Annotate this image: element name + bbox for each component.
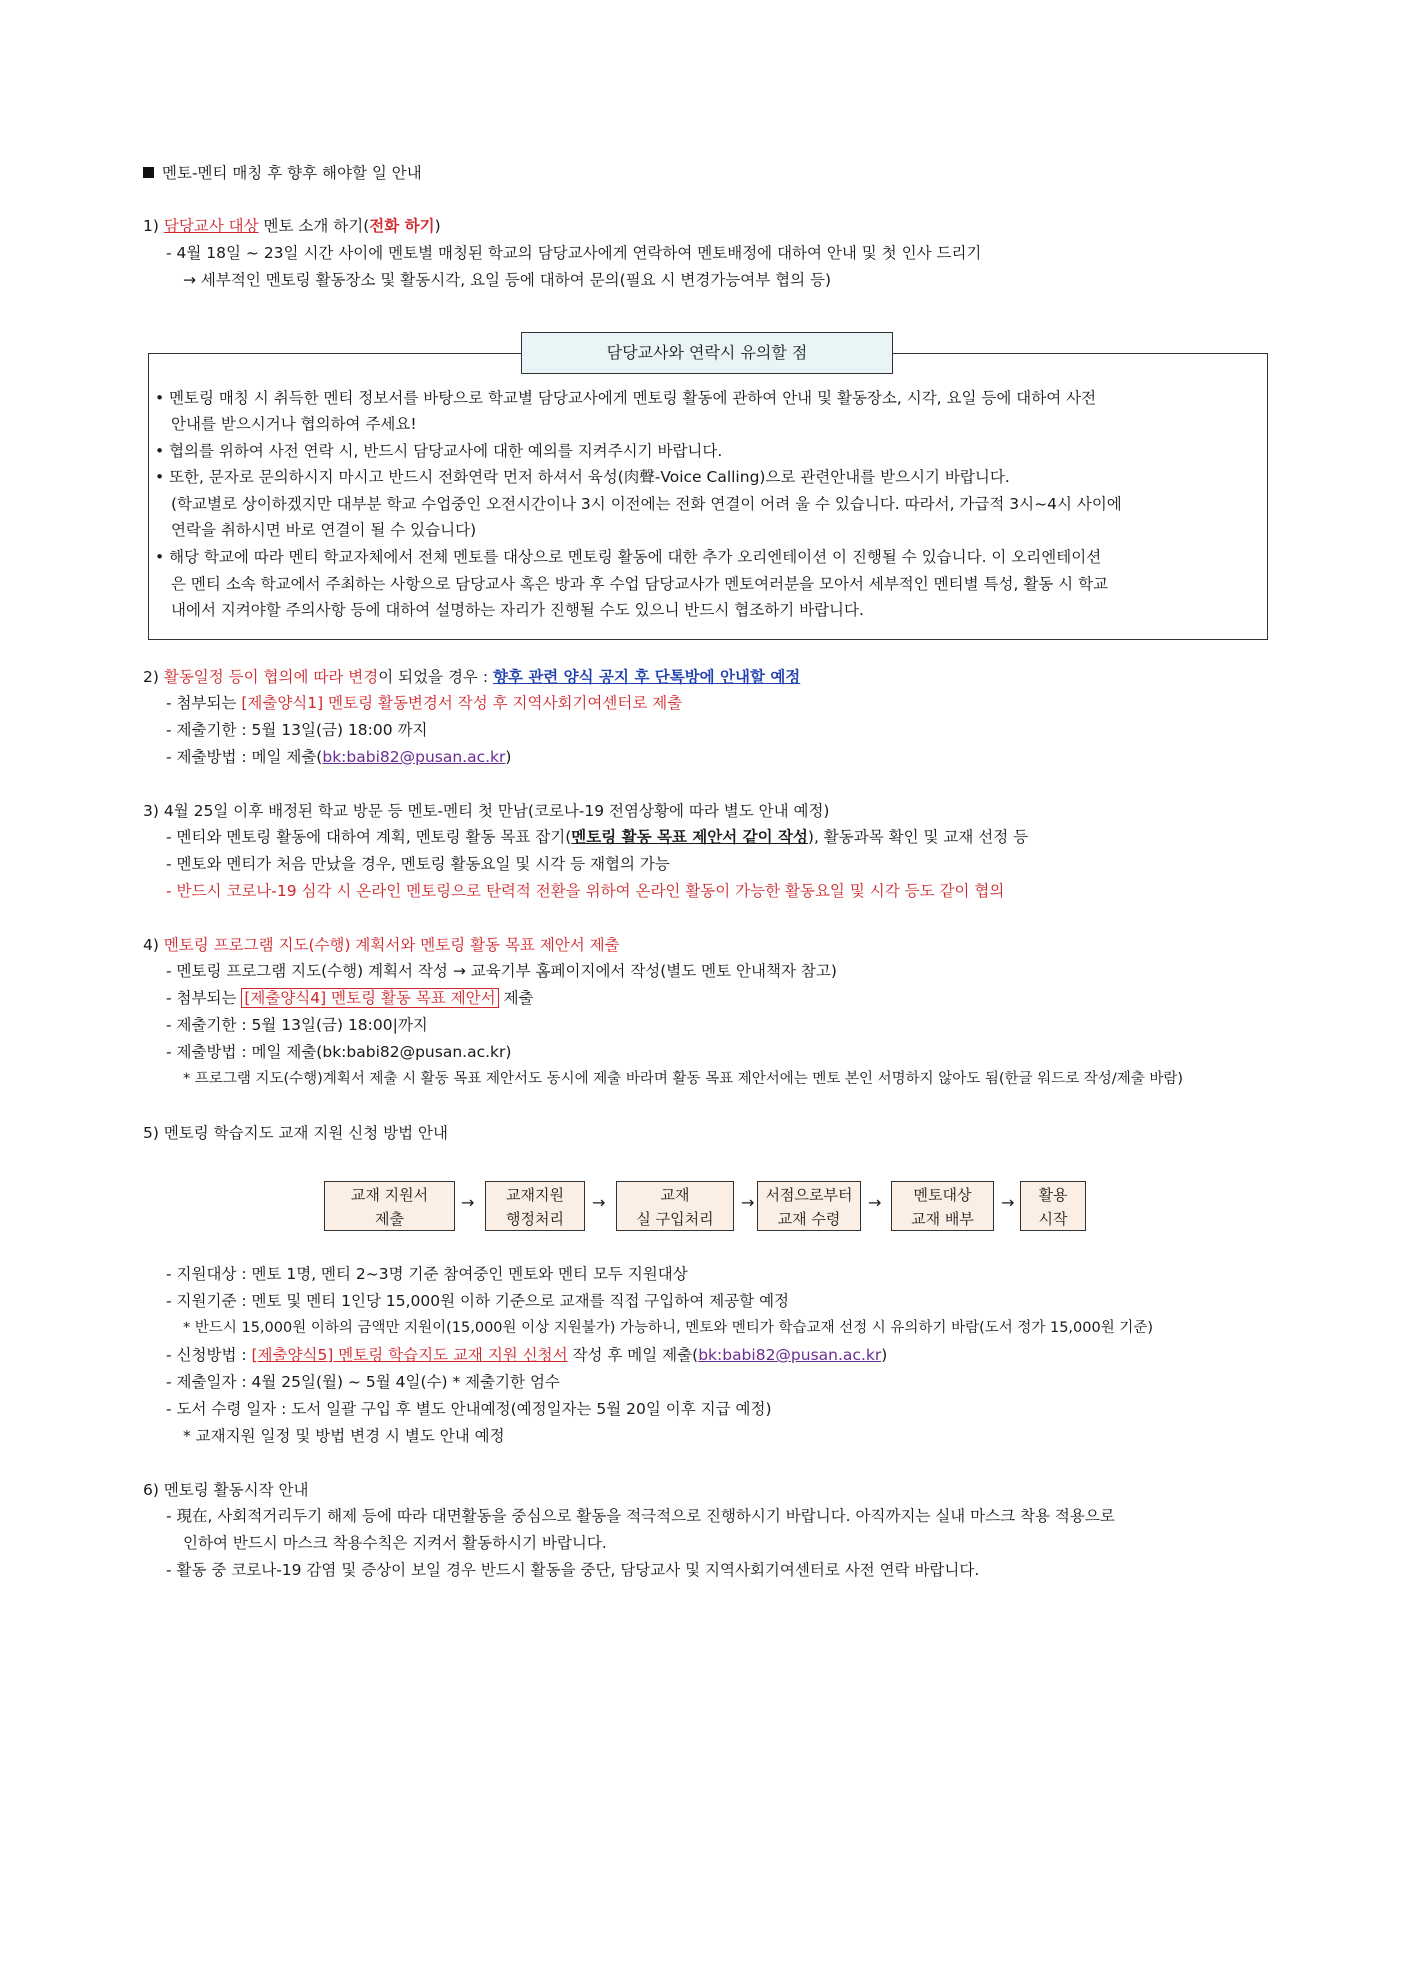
email-link[interactable]: bk:babi82@pusan.ac.kr: [698, 1346, 882, 1364]
s4-bullet-4: - 제출방법 : 메일 제출(bk:babi82@pusan.ac.kr): [166, 1043, 512, 1061]
s6-bullet-2: - 활동 중 코로나-19 감염 및 증상이 보일 경우 반드시 활동을 중단, 담당교사 및 지역사회기여센터로 사전 연락 바랍니다.: [166, 1561, 980, 1579]
s3-title: 3) 4월 25일 이후 배정된 학교 방문 등 멘토-멘티 첫 만남(코로나-19 전염상황에 따라 별도 안내 예정): [143, 802, 830, 820]
s1-bullet-2: → 세부적인 멘토링 활동장소 및 활동시각, 요일 등에 대하여 문의(필요 시 변경가능여부 협의 등): [183, 271, 832, 289]
s4-note: * 프로그램 지도(수행)계획서 제출 시 활동 목표 제안서도 동시에 제출 바라며 활동 목표 제안서에는 멘토 본인 서명하지 않아도 됨(한글 워드로 작성/제출 바람): [183, 1071, 1183, 1087]
flow-step-3: 교재 실 구입처리: [616, 1181, 734, 1231]
flow-arrow-icon: →: [1001, 1193, 1015, 1212]
s2-title: 2) 활동일정 등이 협의에 따라 변경이 되었을 경우 : 향후 관련 양식 공지 후 단톡방에 안내할 예정: [143, 668, 801, 686]
notice-line: (학교별로 상이하겠지만 대부분 학교 수업중인 오전시간이나 3시 이전에는 전화 연결이 어려 울 수 있습니다. 따라서, 가급적 3시~4시 사이에: [171, 495, 1122, 513]
s1-bullet-1: - 4월 18일 ~ 23일 시간 사이에 멘토별 매칭된 학교의 담당교사에게 연락하여 멘토배정에 대하여 안내 및 첫 인사 드리기: [166, 244, 982, 262]
s5-bullet-4: - 제출일자 : 4월 25일(월) ~ 5월 4일(수) * 제출기한 엄수: [166, 1373, 560, 1391]
notice-line: 내에서 지켜야할 주의사항 등에 대하여 설명하는 자리가 진행될 수도 있으니 반드시 협조하기 바랍니다.: [171, 601, 864, 619]
s3-bullet-2: - 멘토와 멘티가 처음 만났을 경우, 멘토링 활동요일 및 시각 등 재협의 가능: [166, 855, 670, 873]
s6-bullet-1: - 現在, 사회적거리두기 해제 등에 따라 대면활동을 중심으로 활동을 적극적으로 진행하시기 바랍니다. 아직까지는 실내 마스크 착용 적용으로: [166, 1507, 1115, 1525]
flow-step-1: 교재 지원서 제출: [324, 1181, 455, 1231]
notice-line: • 또한, 문자로 문의하시지 마시고 반드시 전화연락 먼저 하셔서 육성(肉聲-Voice Calling)으로 관련안내를 받으시기 바랍니다.: [155, 468, 1010, 486]
s6-bullet-1-cont: 인하여 반드시 마스크 착용수칙은 지켜서 활동하시기 바랍니다.: [183, 1534, 607, 1552]
s2-bullet-3: - 제출방법 : 메일 제출(bk:babi82@pusan.ac.kr): [166, 748, 512, 766]
flow-step-5: 멘토대상 교재 배부: [891, 1181, 994, 1231]
notice-line: • 멘토링 매칭 시 취득한 멘티 정보서를 바탕으로 학교별 담당교사에게 멘토링 활동에 관하여 안내 및 활동장소, 시각, 요일 등에 대하여 사전: [155, 389, 1097, 407]
s5-title: 5) 멘토링 학습지도 교재 지원 신청 방법 안내: [143, 1124, 448, 1142]
s4-title: 4) 멘토링 프로그램 지도(수행) 계획서와 멘토링 활동 목표 제안서 제출: [143, 936, 620, 954]
notice-line: 은 멘티 소속 학교에서 주최하는 사항으로 담당교사 혹은 방과 후 수업 담당교사가 멘토여러분을 모아서 세부적인 멘티별 특성, 활동 시 학교: [171, 575, 1109, 593]
notice-line: • 협의를 위하여 사전 연락 시, 반드시 담당교사에 대한 예의를 지켜주시기 바랍니다.: [155, 442, 723, 460]
square-bullet-icon: [143, 167, 154, 178]
section-heading: 멘토-멘티 매칭 후 향후 해야할 일 안내: [143, 161, 422, 185]
s2-bullet-1: - 첨부되는 [제출양식1] 멘토링 활동변경서 작성 후 지역사회기여센터로 제출: [166, 694, 683, 712]
flow-arrow-icon: →: [868, 1193, 882, 1212]
s2-bullet-2: - 제출기한 : 5월 13일(금) 18:00 까지: [166, 721, 428, 739]
s3-bullet-3: - 반드시 코로나-19 심각 시 온라인 멘토링으로 탄력적 전환을 위하여 온라인 활동이 가능한 활동요일 및 시각 등도 같이 협의: [166, 882, 1005, 900]
notice-line: 안내를 받으시거나 협의하여 주세요!: [171, 415, 417, 433]
notice-title: 담당교사와 연락시 유의할 점: [521, 332, 893, 374]
notice-line: • 해당 학교에 따라 멘티 학교자체에서 전체 멘토를 대상으로 멘토링 활동에 대한 추가 오리엔테이션 이 진행될 수 있습니다. 이 오리엔테이션: [155, 548, 1102, 566]
email-link[interactable]: bk:babi82@pusan.ac.kr: [322, 748, 506, 766]
s5-note-1: * 반드시 15,000원 이하의 금액만 지원이(15,000원 이상 지원불가) 가능하니, 멘토와 멘티가 학습교재 선정 시 유의하기 바람(도서 정가 15,000원 기준): [183, 1320, 1154, 1336]
s4-bullet-1: - 멘토링 프로그램 지도(수행) 계획서 작성 → 교육기부 홈페이지에서 작성(별도 멘토 안내책자 참고): [166, 962, 837, 980]
flow-step-4: 서점으로부터 교재 수령: [757, 1181, 861, 1231]
flow-arrow-icon: →: [461, 1193, 475, 1212]
s5-bullet-5: - 도서 수령 일자 : 도서 일괄 구입 후 별도 안내예정(예정일자는 5월 20일 이후 지급 예정): [166, 1400, 772, 1418]
s1-title: 1) 담당교사 대상 멘토 소개 하기(전화 하기): [143, 217, 441, 235]
s6-title: 6) 멘토링 활동시작 안내: [143, 1481, 309, 1499]
s4-bullet-3: - 제출기한 : 5월 13일(금) 18:00|까지: [166, 1016, 428, 1034]
flow-arrow-icon: →: [741, 1193, 755, 1212]
s5-bullet-3: - 신청방법 : [제출양식5] 멘토링 학습지도 교재 지원 신청서 작성 후 메일 제출(bk:babi82@pusan.ac.kr): [166, 1346, 888, 1364]
notice-line: 연락을 취하시면 바로 연결이 될 수 있습니다): [171, 521, 477, 539]
s5-note-2: * 교재지원 일정 및 방법 변경 시 별도 안내 예정: [183, 1427, 505, 1445]
s5-bullet-2: - 지원기준 : 멘토 및 멘티 1인당 15,000원 이하 기준으로 교재를 직접 구입하여 제공할 예정: [166, 1292, 790, 1310]
flow-step-2: 교재지원 행정처리: [485, 1181, 585, 1231]
flow-step-6: 활용 시작: [1020, 1181, 1086, 1231]
s5-bullet-1: - 지원대상 : 멘토 1명, 멘티 2~3명 기준 참여중인 멘토와 멘티 모두 지원대상: [166, 1265, 688, 1283]
s4-bullet-2: - 첨부되는 [제출양식4] 멘토링 활동 목표 제안서 제출: [166, 989, 534, 1007]
s3-bullet-1: - 멘티와 멘토링 활동에 대하여 계획, 멘토링 활동 목표 잡기(멘토링 활동 목표 제안서 같이 작성), 활동과목 확인 및 교재 선정 등: [166, 828, 1029, 846]
flow-arrow-icon: →: [592, 1193, 606, 1212]
